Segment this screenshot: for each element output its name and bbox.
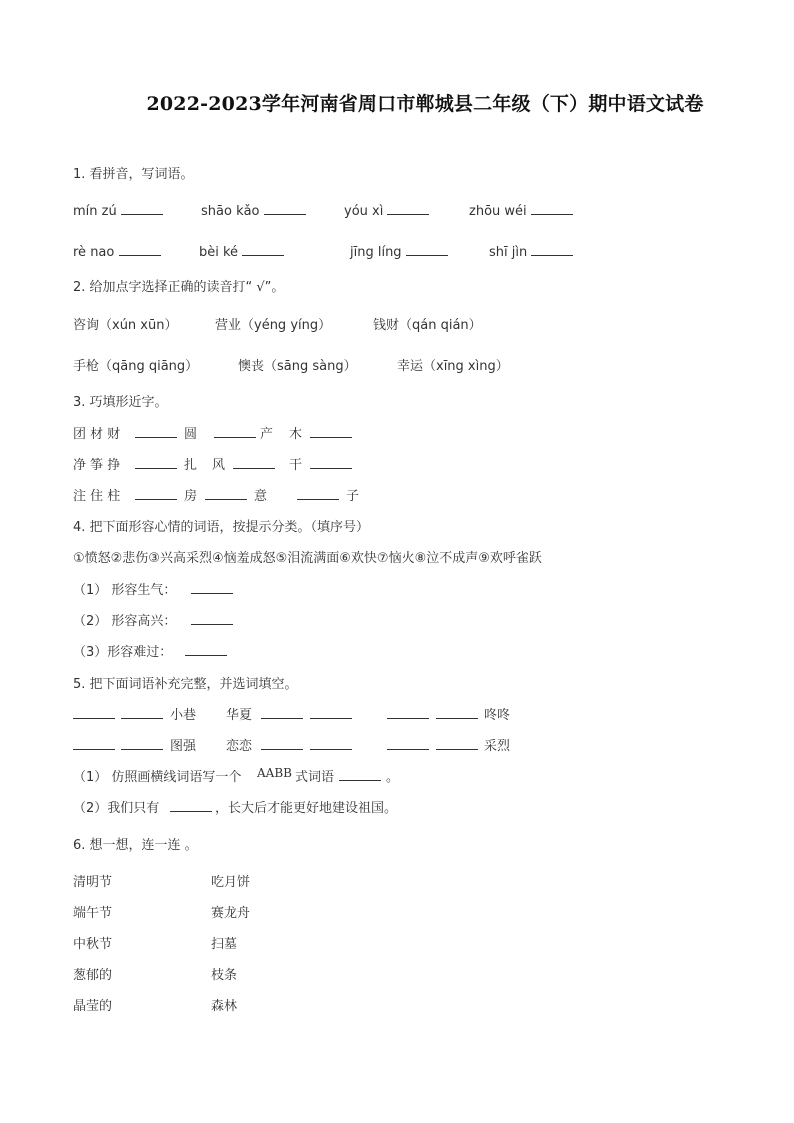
char-label: 房 — [184, 489, 198, 504]
answer-blank[interactable] — [387, 735, 429, 750]
word-part: 采烈 — [484, 739, 511, 754]
char-label: 风 — [212, 458, 226, 473]
answer-blank[interactable] — [297, 485, 339, 500]
word-part: 图强 — [170, 739, 197, 754]
answer-blank[interactable] — [339, 766, 381, 781]
answer-blank[interactable] — [310, 423, 352, 438]
question-4-options: ①愤怒②悲伤③兴高采烈④恼羞成怒⑤泪流满面⑥欢快⑦恼火⑧泣不成声⑨欢呼雀跃 — [73, 551, 542, 566]
answer-blank[interactable] — [264, 200, 306, 215]
char-label: 意 — [254, 489, 268, 504]
char-label: 子 — [346, 489, 360, 504]
answer-blank[interactable] — [121, 735, 163, 750]
match-right-item[interactable]: 森林 — [211, 999, 238, 1014]
sub-label: （2）我们只有 — [73, 801, 160, 816]
pinyin-item — [201, 200, 306, 219]
word-part: 咚咚 — [484, 708, 511, 723]
word-part: 小巷 — [170, 708, 197, 723]
match-right-item[interactable]: 枝条 — [211, 968, 238, 983]
pinyin-text: shī jìn — [489, 245, 528, 260]
match-right-item[interactable]: 吃月饼 — [211, 875, 251, 890]
char-label: 扎 — [184, 458, 198, 473]
sub-label: （3）形容难过： — [73, 645, 173, 660]
answer-blank[interactable] — [73, 704, 115, 719]
pinyin-item — [350, 241, 448, 260]
char-label: 干 — [289, 458, 303, 473]
question-3-prompt: 3. 巧填形近字。 — [73, 395, 168, 410]
answer-blank[interactable] — [119, 241, 161, 256]
pinyin-item — [73, 241, 161, 260]
reading-choice[interactable]: 钱财（qán qián） — [373, 318, 482, 333]
answer-blank[interactable] — [531, 241, 573, 256]
question-6-prompt: 6. 想一想，连一连 。 — [73, 838, 198, 853]
char-label: 产 — [260, 427, 274, 442]
pinyin-item — [469, 200, 573, 219]
answer-blank[interactable] — [436, 704, 478, 719]
match-left-item[interactable]: 葱郁的 — [73, 968, 113, 983]
sub-label: 式词语 — [295, 770, 335, 785]
question-5-prompt: 5. 把下面词语补充完整，并选词填空。 — [73, 677, 298, 692]
answer-blank[interactable] — [135, 423, 177, 438]
char-label: 木 — [289, 427, 303, 442]
answer-blank[interactable] — [310, 735, 352, 750]
answer-blank[interactable] — [191, 579, 233, 594]
answer-blank[interactable] — [531, 200, 573, 215]
word-part: 恋恋 — [226, 739, 253, 754]
match-right-item[interactable]: 赛龙舟 — [211, 906, 251, 921]
reading-choice[interactable]: 懊丧（sāng sàng） — [238, 359, 357, 374]
match-left-item[interactable]: 中秋节 — [73, 937, 113, 952]
question-4-prompt: 4. 把下面形容心情的词语，按提示分类。（填序号） — [73, 520, 370, 535]
pinyin-text: shāo kǎo — [201, 204, 260, 219]
answer-blank[interactable] — [135, 485, 177, 500]
sub-label: ，长大后才能更好地建设祖国。 — [215, 801, 398, 816]
question-2-prompt: 2. 给加点字选择正确的读音打“ √”。 — [73, 280, 285, 295]
pinyin-text: mín zú — [73, 204, 117, 219]
answer-blank[interactable] — [310, 704, 352, 719]
pinyin-item — [489, 241, 573, 260]
sub-label: 。 — [386, 770, 400, 785]
sub-label: （1） 仿照画横线词语写一个 — [73, 770, 242, 785]
answer-blank[interactable] — [436, 735, 478, 750]
sub-label: AABB — [257, 766, 292, 780]
answer-blank[interactable] — [170, 797, 212, 812]
answer-blank[interactable] — [121, 200, 163, 215]
answer-blank[interactable] — [205, 485, 247, 500]
reading-choice[interactable]: 咨询（xún xūn） — [73, 318, 178, 333]
char-group: 注 住 柱 — [73, 489, 121, 504]
char-label: 圆 — [184, 427, 198, 442]
pinyin-text: jīng líng — [350, 245, 402, 260]
reading-choice[interactable]: 幸运（xīng xìng） — [397, 359, 509, 374]
pinyin-text: yóu xì — [344, 204, 384, 219]
reading-choice[interactable]: 手枪（qāng qiāng） — [73, 359, 199, 374]
word-part: 华夏 — [226, 708, 253, 723]
answer-blank[interactable] — [387, 704, 429, 719]
reading-choice[interactable]: 营业（yéng yíng） — [215, 318, 332, 333]
answer-blank[interactable] — [121, 704, 163, 719]
answer-blank[interactable] — [185, 641, 227, 656]
pinyin-text: bèi ké — [199, 245, 239, 260]
answer-blank[interactable] — [191, 610, 233, 625]
answer-blank[interactable] — [242, 241, 284, 256]
answer-blank[interactable] — [310, 454, 352, 469]
answer-blank[interactable] — [261, 704, 303, 719]
answer-blank[interactable] — [261, 735, 303, 750]
question-1-prompt: 1. 看拼音，写词语。 — [73, 167, 194, 182]
answer-blank[interactable] — [406, 241, 448, 256]
page-title: 2022-2023学年河南省周口市郸城县二年级（下）期中语文试卷 — [146, 93, 704, 115]
sub-label: （2） 形容高兴： — [73, 614, 177, 629]
answer-blank[interactable] — [135, 454, 177, 469]
pinyin-item — [344, 200, 429, 219]
answer-blank[interactable] — [387, 200, 429, 215]
match-left-item[interactable]: 清明节 — [73, 875, 113, 890]
pinyin-text: rè nao — [73, 245, 115, 260]
answer-blank[interactable] — [214, 423, 256, 438]
match-left-item[interactable]: 端午节 — [73, 906, 113, 921]
char-group: 净 筝 挣 — [73, 458, 121, 473]
pinyin-text: zhōu wéi — [469, 204, 527, 219]
pinyin-item — [73, 200, 163, 219]
pinyin-item — [199, 241, 284, 260]
answer-blank[interactable] — [233, 454, 275, 469]
match-left-item[interactable]: 晶莹的 — [73, 999, 113, 1014]
char-group: 团 材 财 — [73, 427, 121, 442]
match-right-item[interactable]: 扫墓 — [211, 937, 238, 952]
answer-blank[interactable] — [73, 735, 115, 750]
sub-label: （1） 形容生气： — [73, 583, 177, 598]
